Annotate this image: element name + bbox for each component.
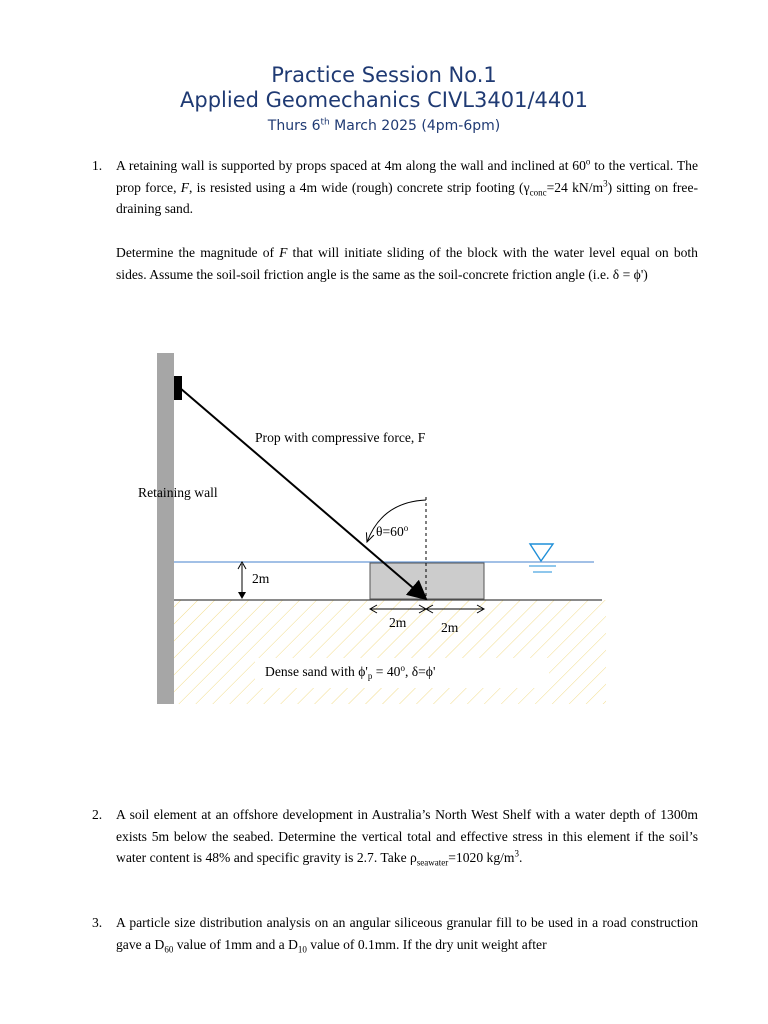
question-2-number: 2. — [92, 807, 103, 822]
question-3-paragraph: A particle size distribution analysis on an angular siliceous granular fill to be used in a road construction gave a $D_{60}$ value of 1mm and a $D_{10}$ value of 0.1mm. If the dry unit weight after — [116, 915, 698, 955]
retaining-wall — [157, 353, 174, 704]
soil-label: Dense sand with $\phi'_p = 40^o$, δ=ϕ' — [265, 663, 436, 681]
dimension-left-label: 2m — [389, 615, 407, 630]
wall-label: Retaining wall — [138, 485, 218, 500]
dimension-right-label: 2m — [441, 620, 459, 635]
course-title: Applied Geomechanics CIVL3401/4401 — [180, 88, 588, 112]
water-depth-label: 2m — [252, 571, 270, 586]
question-1-paragraph-1: A retaining wall is supported by props spaced at 4m along the wall and inclined at 60$^o$ to the vertical. The prop force, F, is resisted using a 4m wide (rough) concrete strip footing ($\gamma_{conc}=24$ $kN/m^3$) sitting on free-draining sand. — [116, 156, 699, 216]
question-2-paragraph: A soil element at an offshore development in Australia’s North West Shelf with a water depth of 1300m exists 5m below the seabed. Determine the vertical total and effective stress in this element if the soil’s water content is 48% and specific gravity is 2.7. Take $\rho_{seawater}=1020$ $kg/m^3$. — [116, 807, 698, 868]
question-3-number: 3. — [92, 915, 103, 930]
water-depth-dimension — [238, 562, 246, 599]
water-level-symbol — [529, 544, 556, 572]
prop-label: Prop with compressive force, F — [255, 430, 426, 445]
question-1-number: 1. — [92, 158, 103, 173]
angle-label: $\theta=60^o$ — [376, 523, 409, 539]
document-title: Practice Session No.1 — [271, 63, 497, 87]
concrete-footing — [370, 563, 484, 599]
question-1-paragraph-2: Determine the magnitude of F that will initiate sliding of the block with the water level equal on both sides. Assume the soil-soil friction angle is the same as the soil-concrete friction angle (i.e. δ = ϕ') — [116, 245, 698, 282]
session-date: Thurs 6th March 2025 (4pm-6pm) — [267, 117, 501, 134]
